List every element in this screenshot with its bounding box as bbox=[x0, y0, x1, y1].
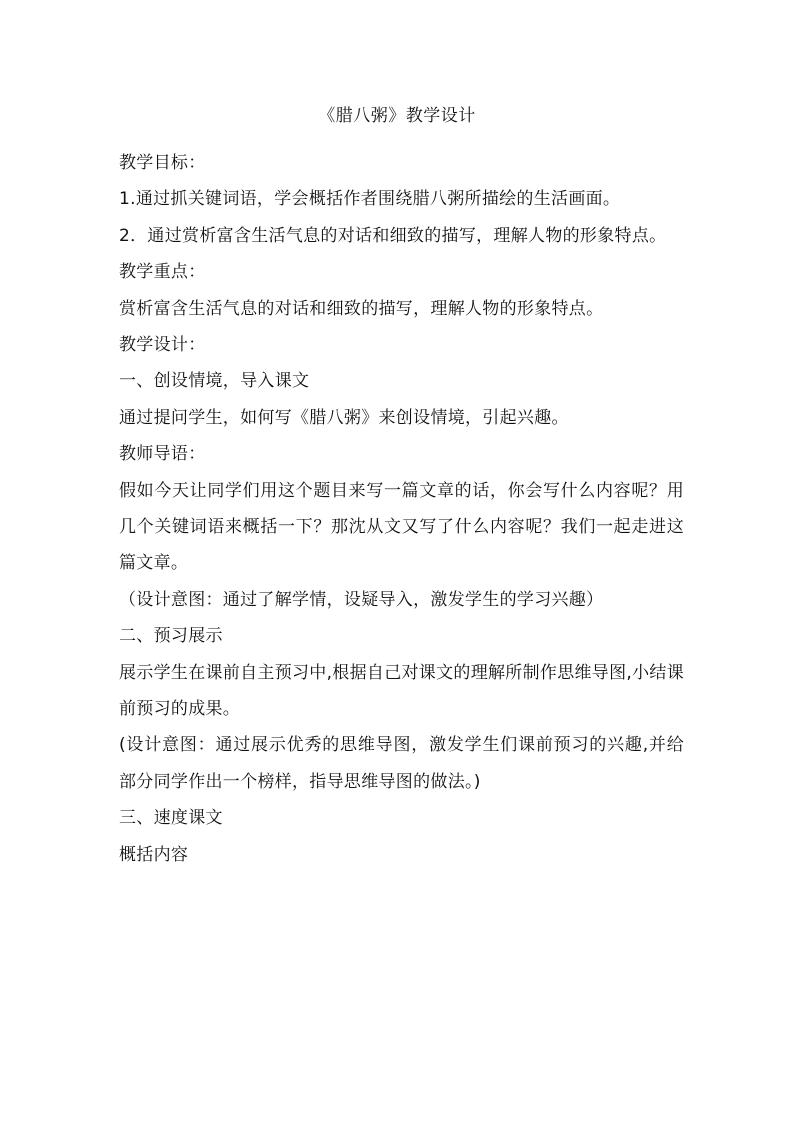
section-1-heading: 一、创设情境，导入课文 bbox=[119, 371, 310, 392]
section-1-text: 通过提问学生，如何写《腊八粥》来创设情境，引起兴趣。 bbox=[119, 407, 569, 428]
goal-1: 1.通过抓关键词语，学会概括作者围绕腊八粥所描绘的生活画面。 bbox=[119, 189, 621, 210]
goal-2: 2．通过赏析富含生活气息的对话和细致的描写，理解人物的形象特点。 bbox=[119, 225, 667, 246]
teacher-intro-heading: 教师导语： bbox=[119, 444, 206, 465]
goals-heading: 教学目标： bbox=[119, 153, 206, 173]
section-2-text: 展示学生在课前自主预习中,根据自己对课文的理解所制作思维导图,小结课前预习的成果。 bbox=[119, 662, 685, 719]
section-3-sub: 概括内容 bbox=[119, 844, 189, 865]
section-3-heading: 三、速度课文 bbox=[119, 808, 223, 829]
document-title: 《腊八粥》教学设计 bbox=[318, 106, 476, 126]
section-1-intent: （设计意图：通过了解学情，设疑导入，激发学生的学习兴趣） bbox=[119, 589, 604, 610]
section-2-heading: 二、预习展示 bbox=[119, 626, 223, 647]
design-heading: 教学设计： bbox=[119, 334, 206, 355]
document-body bbox=[119, 145, 684, 873]
focus-text: 赏析富含生活气息的对话和细致的描写，理解人物的形象特点。 bbox=[119, 298, 604, 319]
focus-heading: 教学重点： bbox=[119, 262, 206, 283]
teacher-intro-text: 假如今天让同学们用这个题目来写一篇文章的话，你会写什么内容呢？用几个关键词语来概括一下？那沈从文又写了什么内容呢？我们一起走进这篇文章。 bbox=[119, 480, 684, 574]
section-2-intent: (设计意图：通过展示优秀的思维导图，激发学生们课前预习的兴趣,并给部分同学作出一个榜样，指导思维导图的做法。) bbox=[119, 735, 684, 792]
